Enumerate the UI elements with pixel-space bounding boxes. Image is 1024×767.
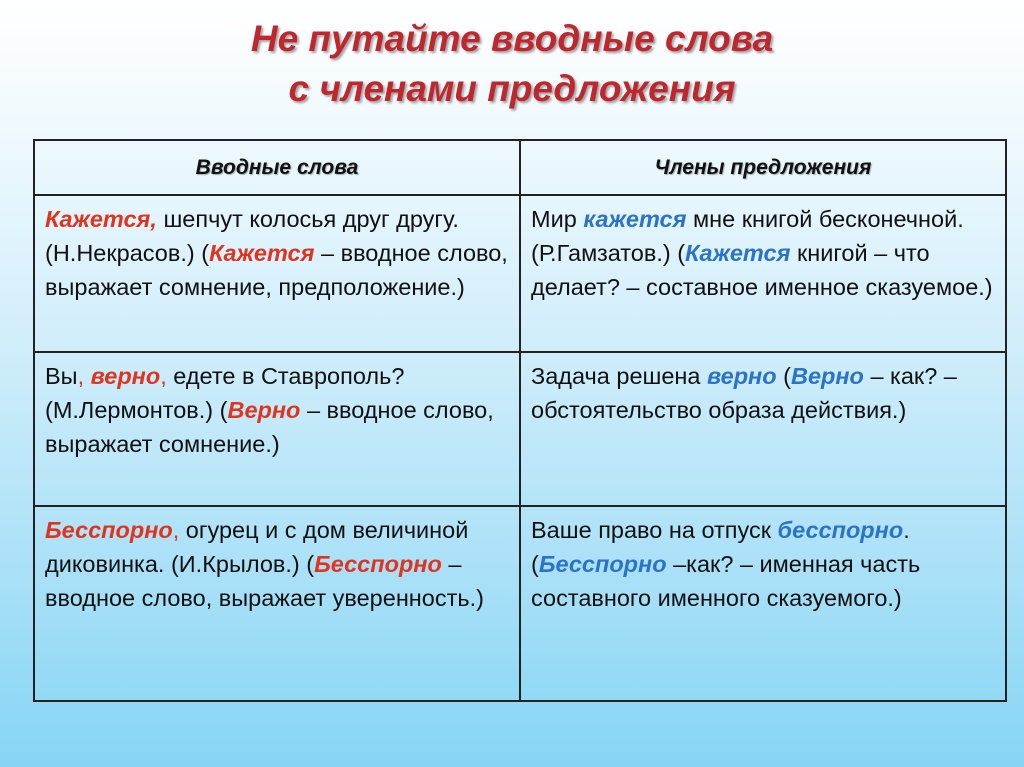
title-line-1: Не путайте вводные слова [250,18,774,59]
highlight-word: Бесспорно [45,517,173,544]
highlight-word: верно [707,363,777,390]
highlight-word: Кажется [685,240,791,267]
cell-introductory-example [34,352,520,506]
cell-text: – как? – обстоятельство образа действия.) [531,363,957,424]
cell-text: Вы [45,363,78,390]
table-header-row [34,140,1006,195]
cell-member-example [520,352,1006,506]
table-row [34,195,1006,352]
highlight-word: бесспорно [777,517,904,544]
cell-text: огурец и с дом величиной диковинка. (И.Крылов.) ( [45,517,469,578]
table-row [34,506,1006,701]
highlight-word: Бесспорно [538,551,667,578]
slide-title [0,14,1024,114]
highlight-word: Бесспорно [314,551,442,578]
cell-text: книгой – что делает? – составное именное сказуемое.) [531,240,993,301]
cell-text: Мир [531,206,584,233]
highlight-word: верно [84,363,161,390]
cell-text: Задача решена [531,363,708,390]
cell-text: – вводное слово, выражает сомнение, предположение.) [45,240,508,301]
punctuation: , [77,363,85,390]
cell-text: едете в Ставрополь? (М.Лермонтов.) ( [45,363,405,424]
cell-text: – вводное слово, выражает сомнение.) [45,397,494,458]
highlight-word: Верно [790,363,864,390]
highlight-word: Кажется, [45,206,157,233]
header-sentence-members: Члены предложения [520,140,1006,195]
table-row [34,352,1006,506]
punctuation: , [160,363,167,390]
comparison-table [33,139,1007,702]
highlight-word: Кажется [209,240,315,267]
cell-text: Ваше право на отпуск [531,517,778,544]
cell-introductory-example [34,506,520,701]
cell-text: – вводное слово, выражает уверенность.) [45,551,484,612]
cell-text: –как? – именная часть составного именного сказуемого.) [531,551,921,612]
cell-introductory-example [34,195,520,352]
cell-text: шепчут колосья друг другу. (Н.Некрасов.) ( [45,206,459,267]
punctuation: , [172,517,180,544]
cell-text: ( [776,363,791,390]
highlight-word: Верно [227,397,301,424]
cell-text: . ( [531,517,910,578]
cell-member-example [520,195,1006,352]
cell-member-example [520,506,1006,701]
header-introductory-words: Вводные слова [34,140,520,195]
highlight-word: кажется [583,206,687,233]
cell-text: мне книгой бесконечной. (Р.Гамзатов.) ( [531,206,964,267]
title-line-2: с членами предложения [288,68,736,109]
